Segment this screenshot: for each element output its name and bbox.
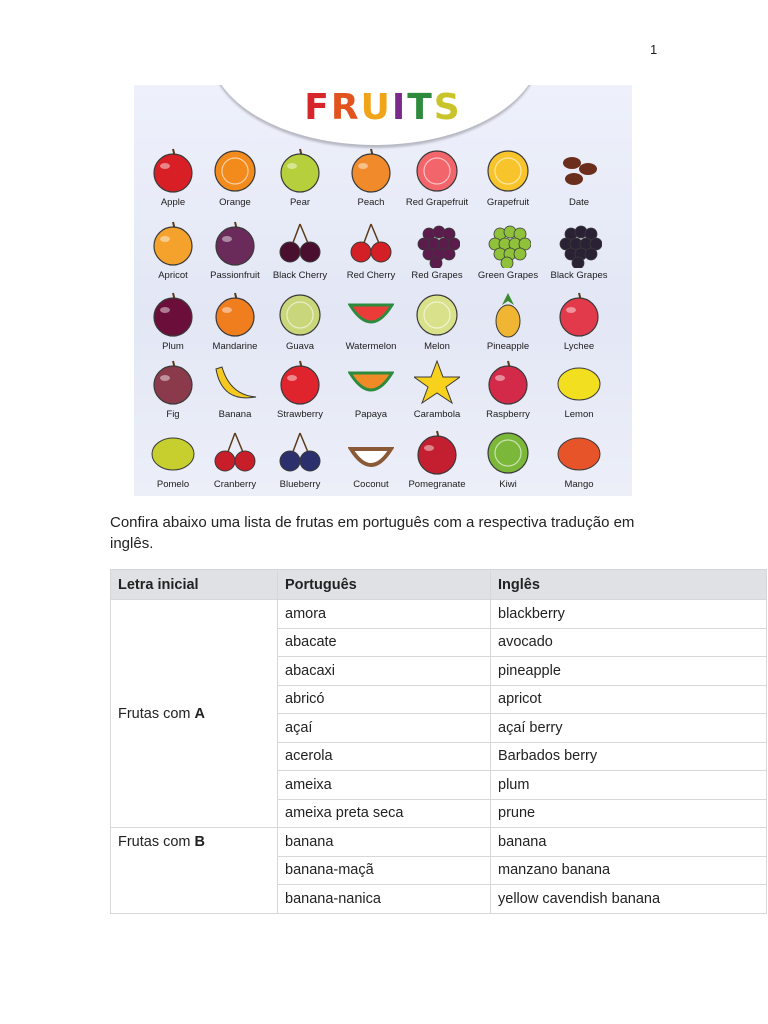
fruit-label: Passionfruit [210,270,260,281]
fruit-label: Guava [286,341,314,352]
fruit-label: Mango [564,479,594,490]
english-cell: avocado [491,628,767,657]
fruit-label: Kiwi [499,479,517,490]
fruit-label: Apricot [158,270,188,281]
fruit-label: Cranberry [213,479,257,490]
header-initial-letter: Letra inicial [111,570,278,600]
fruit-item [544,359,614,429]
fruit-label: Red Grapes [411,270,463,281]
english-cell: apricot [491,685,767,714]
fruit-label: Banana [218,409,252,420]
fruit-item [402,291,472,361]
fruit-item [402,359,472,429]
fruit-label: Lemon [564,409,594,420]
fruit-item [402,220,472,290]
fruit-item [473,359,543,429]
fruits-poster [134,85,632,496]
english-cell: banana [491,828,767,857]
portuguese-cell: abricó [278,685,491,714]
fruit-label: Papaya [354,409,388,420]
table-row [111,828,767,857]
fruit-item [544,220,614,290]
fruit-label: Black Cherry [272,270,328,281]
page-number: 1 [650,42,658,57]
fruit-label: Plum [162,341,184,352]
fruit-label: Red Grapefruit [405,197,469,208]
group-prefix: Frutas com [118,705,195,722]
fruit-item [473,429,543,496]
portuguese-cell: ameixa [278,771,491,800]
fruit-label: Pineapple [486,341,530,352]
group-cell [111,600,278,828]
fruit-item [265,429,335,496]
fruit-label: Strawberry [277,409,323,420]
english-cell: prune [491,799,767,828]
fruit-label: Peach [357,197,385,208]
poster-title-letter: S [433,87,462,128]
fruit-label: Red Cherry [346,270,396,281]
poster-title-letter: R [330,87,361,128]
fruit-label: Raspberry [486,409,530,420]
fruit-label: Pomegranate [408,479,466,490]
fruit-label: Date [568,197,590,208]
portuguese-cell: banana [278,828,491,857]
fruit-item [473,147,543,217]
fruit-label: Pear [289,197,311,208]
fruit-label: Green Grapes [477,270,539,281]
fruit-item [544,291,614,361]
fruit-label: Blueberry [279,479,321,490]
portuguese-cell: açaí [278,714,491,743]
portuguese-cell: banana-nanica [278,885,491,914]
poster-title-letter: F [304,87,331,128]
portuguese-cell: acerola [278,742,491,771]
fruit-item [402,147,472,217]
fruit-label: Watermelon [345,341,397,352]
fruit-label: Mandarine [212,341,258,352]
english-cell: plum [491,771,767,800]
fruit-item [544,147,614,217]
poster-title-letter: T [407,87,434,128]
fruit-label: Lychee [563,341,595,352]
fruit-label: Carambola [413,409,461,420]
fruit-item [265,147,335,217]
fruit-item [265,291,335,361]
english-cell: manzano banana [491,856,767,885]
english-cell: Barbados berry [491,742,767,771]
fruit-translation-table [110,569,767,914]
intro-paragraph: Confira abaixo uma lista de frutas em português com a respectiva tradução em inglês. [110,514,635,552]
group-cell [111,828,278,914]
english-cell: pineapple [491,657,767,686]
fruit-item [265,220,335,290]
header-portuguese: Português [278,570,491,600]
group-letter: B [194,834,206,850]
fruit-label: Pomelo [156,479,190,490]
fruit-label: Fig [166,409,180,420]
poster-title-letter: U [360,87,392,128]
group-prefix: Frutas com [118,834,195,850]
fruit-item [473,291,543,361]
portuguese-cell: abacaxi [278,657,491,686]
table-row [111,600,767,629]
table-header-row [111,570,767,600]
fruit-label: Grapefruit [486,197,530,208]
group-letter: A [194,705,206,722]
poster-title-letter: I [391,87,408,128]
fruit-item [473,220,543,290]
poster-title [134,87,632,128]
portuguese-cell: ameixa preta seca [278,799,491,828]
portuguese-cell: abacate [278,628,491,657]
fruit-label: Melon [424,341,450,352]
fruit-item [544,429,614,496]
fruit-label: Coconut [353,479,389,490]
portuguese-cell: banana-maçã [278,856,491,885]
portuguese-cell: amora [278,600,491,629]
header-english: Inglês [491,570,767,600]
fruit-item [402,429,472,496]
english-cell: blackberry [491,600,767,629]
fruit-item [265,359,335,429]
english-cell: yellow cavendish banana [491,885,767,914]
fruit-label: Black Grapes [550,270,608,281]
fruit-label: Orange [219,197,251,208]
english-cell: açaí berry [491,714,767,743]
fruit-label: Apple [160,197,186,208]
